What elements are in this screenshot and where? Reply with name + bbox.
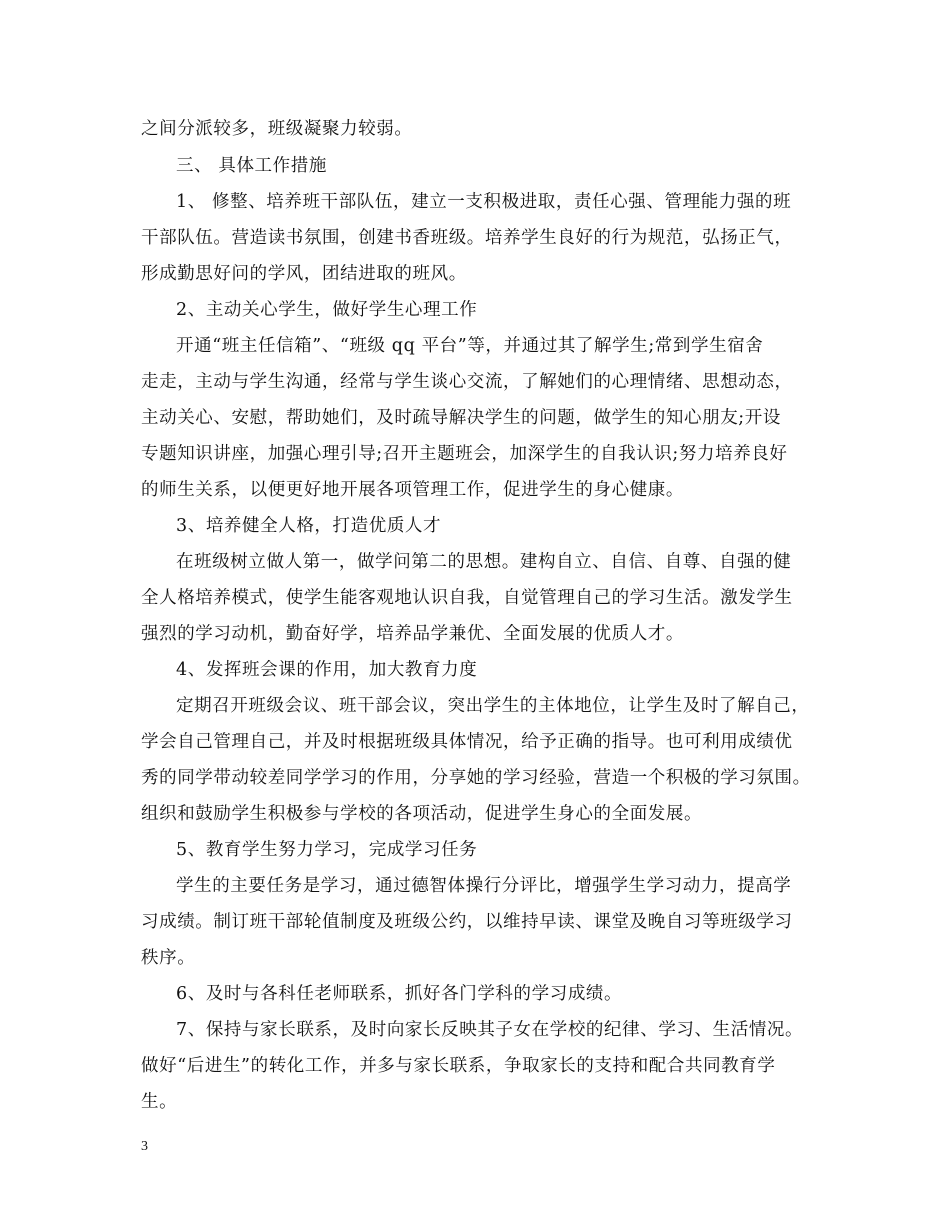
text-line: 主动关心、安慰，帮助她们，及时疏导解决学生的问题，做学生的知心朋友;开设 xyxy=(141,408,781,428)
text-line: 习成绩。制订班干部轮值制度及班级公约，以维持早读、课堂及晚自习等班级学习 xyxy=(141,912,793,932)
text-line: 学会自己管理自己，并及时根据班级具体情况，给予正确的指导。也可利用成绩优 xyxy=(141,732,793,752)
page-number: 3 xyxy=(141,1139,148,1154)
text-line: 的师生关系，以便更好地开展各项管理工作，促进学生的身心健康。 xyxy=(141,480,684,500)
item-heading: 4、发挥班会课的作用，加大教育力度 xyxy=(176,660,478,680)
text-line: 在班级树立做人第一，做学问第二的思想。建构自立、自信、自尊、自强的健 xyxy=(176,552,792,572)
text-line: 组织和鼓励学生积极参与学校的各项活动，促进学生身心的全面发展。 xyxy=(141,804,703,824)
section-heading: 三、 具体工作措施 xyxy=(176,156,327,176)
text-line: 生。 xyxy=(141,1092,178,1112)
text-line: 学生的主要任务是学习，通过德智体操行分评比，增强学生学习动力，提高学 xyxy=(176,876,792,896)
item-heading: 3、培养健全人格，打造优质人才 xyxy=(176,516,442,536)
text-line: 定期召开班级会议、班干部会议，突出学生的主体地位，让学生及时了解自己， xyxy=(176,696,810,716)
text-line: 形成勤思好问的学风，团结进取的班风。 xyxy=(141,264,467,284)
text-line: 秀的同学带动较差同学学习的作用，分享她的学习经验，营造一个积极的学习氛围。 xyxy=(141,768,811,788)
item-heading: 5、教育学生努力学习，完成学习任务 xyxy=(176,840,478,860)
item-heading: 6、及时与各科任老师联系，抓好各门学科的学习成绩。 xyxy=(176,984,623,1004)
text-line: 强烈的学习动机，勤奋好学，培养品学兼优、全面发展的优质人才。 xyxy=(141,624,684,644)
text-line: 开通“班主任信箱”、“班级 qq 平台”等，并通过其了解学生;常到学生宿舍 xyxy=(176,336,764,356)
text-line: 全人格培养模式，使学生能客观地认识自我，自觉管理自己的学习生活。激发学生 xyxy=(141,588,793,608)
text-line: 1、 修整、培养班干部队伍，建立一支积极进取，责任心强、管理能力强的班 xyxy=(176,192,792,212)
text-line: 干部队伍。营造读书氛围，创建书香班级。培养学生良好的行为规范，弘扬正气， xyxy=(141,228,793,248)
text-line: 做好“后进生”的转化工作，并多与家长联系，争取家长的支持和配合共同教育学 xyxy=(141,1056,776,1076)
text-line: 秩序。 xyxy=(141,948,196,968)
text-line: 走走，主动与学生沟通，经常与学生谈心交流，了解她们的心理情绪、思想动态， xyxy=(141,372,793,392)
text-line: 之间分派较多，班级凝聚力较弱。 xyxy=(141,119,413,139)
text-line: 专题知识讲座，加强心理引导;召开主题班会，加深学生的自我认识;努力培养良好 xyxy=(141,444,788,464)
item-heading: 2、主动关心学生，做好学生心理工作 xyxy=(176,300,478,320)
item-heading: 7、保持与家长联系，及时向家长反映其子女在学校的纪律、学习、生活情况。 xyxy=(176,1020,804,1040)
